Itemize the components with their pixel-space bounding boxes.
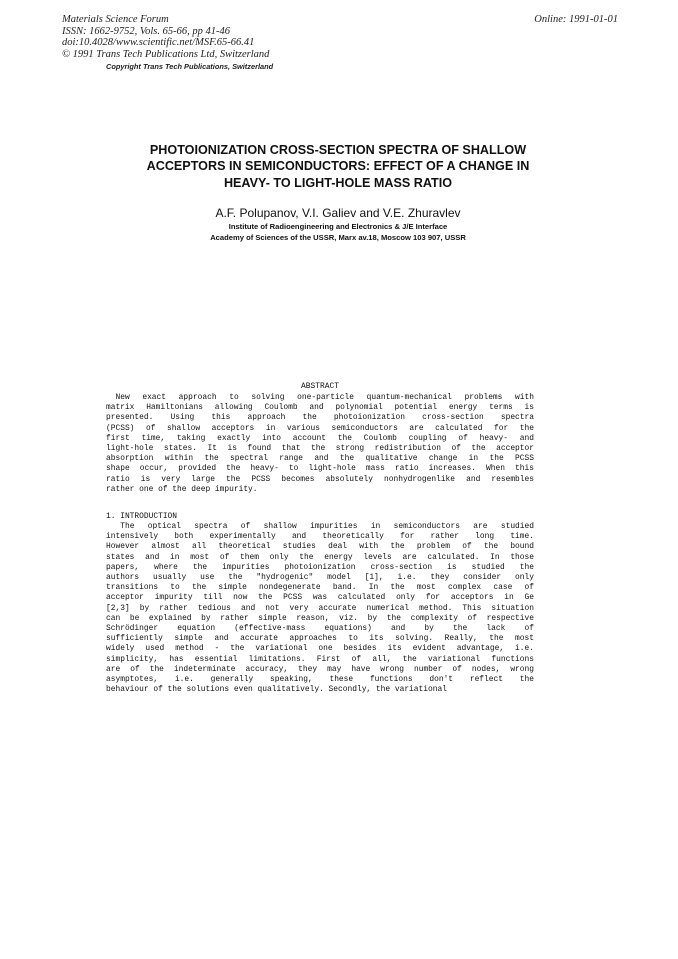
text-line: rather one of the deep impurity.	[106, 484, 258, 494]
online-date: Online: 1991-01-01	[534, 14, 618, 25]
text-line: transitions to the simple nondegenerate band. In the most complex case of	[106, 583, 534, 593]
doi-line[interactable]: doi:10.4028/www.scientific.net/MSF.65-66.41	[62, 37, 255, 49]
text-line: authors usually use the "hydrogenic" model [1], i.e. they consider only	[106, 573, 534, 583]
text-line: Schrödinger equation (effective-mass equations) and by the lack of	[106, 624, 534, 634]
copyright-notice: Copyright Trans Tech Publications, Switzerland	[106, 62, 274, 72]
text-line: widely used method - the variational one besides its evident advantage, i.e.	[106, 644, 534, 654]
text-line: ratio is very large the PCSS becomes absolutely nonhydrogenlike and resembles	[106, 474, 534, 484]
text-line: (PCSS) of shallow acceptors in various semiconductors are calculated for the	[106, 423, 534, 433]
text-line: However almost all theoretical studies deal with the problem of the bound	[106, 542, 534, 552]
text-line: intensively both experimentally and theoretically for rather long time.	[106, 532, 534, 542]
text-line: presented. Using this approach the photoionization cross-section spectra	[106, 413, 534, 423]
text-line: papers, where the impurities photoionization cross-section is studied the	[106, 562, 534, 572]
text-line: first time, taking exactly into account the Coulomb coupling of heavy- and	[106, 433, 534, 443]
text-line: states and in most of them only the energy levels are calculated. In those	[106, 552, 534, 562]
journal-header	[62, 14, 618, 73]
text-line: are of the indeterminate accuracy, they may have wrong number of nodes, wrong	[106, 664, 534, 674]
text-line: absorption within the spectral range and the qualitative change in the PCSS	[106, 454, 534, 464]
title-line: ACCEPTORS IN SEMICONDUCTORS: EFFECT OF A CHANGE IN	[146, 159, 530, 174]
text-line: can be explained by rather simple reason, viz. by the complexity of respective	[106, 613, 534, 623]
text-line: New exact approach to solving one-particle quantum-mechanical problems with	[115, 393, 534, 402]
text-line: The optical spectra of shallow impurities in semiconductors are studied	[120, 522, 534, 531]
journal-name: Materials Science Forum	[62, 14, 169, 25]
introduction-heading: 1. INTRODUCTION	[106, 512, 178, 521]
abstract-body	[106, 393, 534, 495]
text-line: behaviour of the solutions even qualitatively. Secondly, the variational	[106, 685, 447, 695]
issn-line: ISSN: 1662-9752, Vols. 65-66, pp 41-46	[62, 25, 230, 37]
introduction-body	[106, 522, 534, 695]
title-line: PHOTOIONIZATION CROSS-SECTION SPECTRA OF SHALLOW	[149, 143, 527, 157]
title-line: HEAVY- TO LIGHT-HOLE MASS RATIO	[223, 175, 453, 190]
text-line: acceptor impurity till now the PCSS was calculated only for acceptors in Ge	[106, 593, 534, 603]
paper-title	[60, 142, 616, 191]
copyright-line: © 1991 Trans Tech Publications Ltd, Switzerland	[62, 48, 270, 60]
text-line: simplicity, has essential limitations. First of all, the variational functions	[106, 654, 534, 664]
authors: A.F. Polupanov, V.I. Galiev and V.E. Zhuravlev	[215, 206, 461, 220]
text-line: light-hole states. It is found that the strong redistribution of the acceptor	[106, 444, 534, 454]
affiliation-line: Institute of Radioengineering and Electronics & J/E Interface	[228, 222, 448, 231]
affiliation-line: Academy of Sciences of the USSR, Marx av.18, Moscow 103 907, USSR	[210, 233, 466, 242]
text-line: [2,3] by rather tedious and not very accurate numerical method. This situation	[106, 603, 534, 613]
text-line: sufficiently simple and accurate approaches to its solving. Really, the most	[106, 634, 534, 644]
abstract-heading: ABSTRACT	[301, 382, 339, 391]
text-line: shape occur, provided the heavy- to light-hole mass ratio increases. When this	[106, 464, 534, 474]
text-line: matrix Hamiltonians allowing Coulomb and polynomial potential energy terms is	[106, 403, 534, 413]
text-line: asymptotes, i.e. generally speaking, these functions don't reflect the	[106, 675, 534, 685]
